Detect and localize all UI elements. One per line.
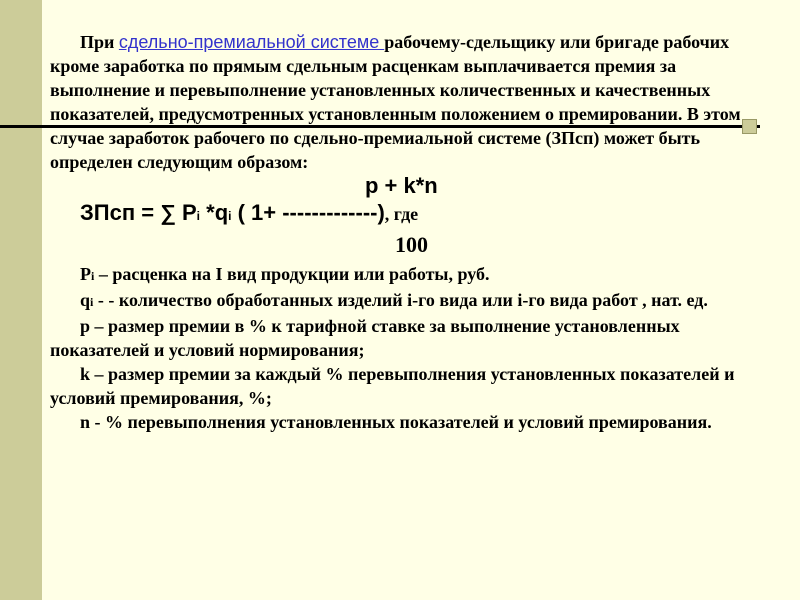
def-text: k – размер премии за каждый % перевыполнения установленных показателей и условий премирования, %; [50, 364, 735, 408]
formula-mid: *q [200, 200, 229, 225]
intro-prefix: При [80, 32, 119, 52]
def-symbol: P [80, 264, 91, 284]
intro-paragraph [50, 30, 780, 174]
definition-q-i [50, 288, 780, 314]
formula-rest: ( 1+ -------------) [231, 200, 385, 225]
def-sub: i [90, 295, 94, 309]
formula-numerator: p + k*n [365, 173, 438, 198]
piece-premium-system-link[interactable]: сдельно-премиальной системе [118, 32, 385, 52]
intro-text: рабочему-сдельщику или бригаде рабочих кроме заработка по прямым сдельным расценкам выплачивается премия за выполнение и перевыполнение установленных количественных и качественных показателей, предусмотренных установленным положением о премировании. В этом случае заработок рабочего по сдельно-премиальной системе (ЗПсп) может быть определен следующим образом: [50, 32, 741, 172]
formula-denominator: 100 [395, 232, 428, 257]
definition-n [50, 410, 780, 434]
definition-p-i [50, 262, 780, 288]
def-sub: i [91, 269, 95, 283]
def-text: n - % перевыполнения установленных показателей и условий премирования. [80, 412, 712, 432]
definition-k [50, 362, 780, 410]
decorative-sidebar [0, 0, 42, 600]
slide-content [50, 30, 780, 434]
def-text: p – размер премии в % к тарифной ставке за выполнение установленных показателей и условий нормирования; [50, 316, 680, 360]
def-text: - - количество обработанных изделий i-го вида или i-го вида работ , нат. ед. [93, 290, 708, 310]
def-symbol: q [80, 290, 91, 310]
definition-p [50, 314, 780, 362]
formula-where: , где [384, 204, 419, 224]
formula-sub-i-2: i [228, 209, 232, 223]
formula-sub-i: i [196, 209, 201, 223]
formula-lhs: ЗПсп = ∑ P [80, 200, 197, 225]
def-text: – расценка на I вид продукции или работы, руб. [94, 264, 490, 284]
formula-main-line [50, 198, 780, 228]
